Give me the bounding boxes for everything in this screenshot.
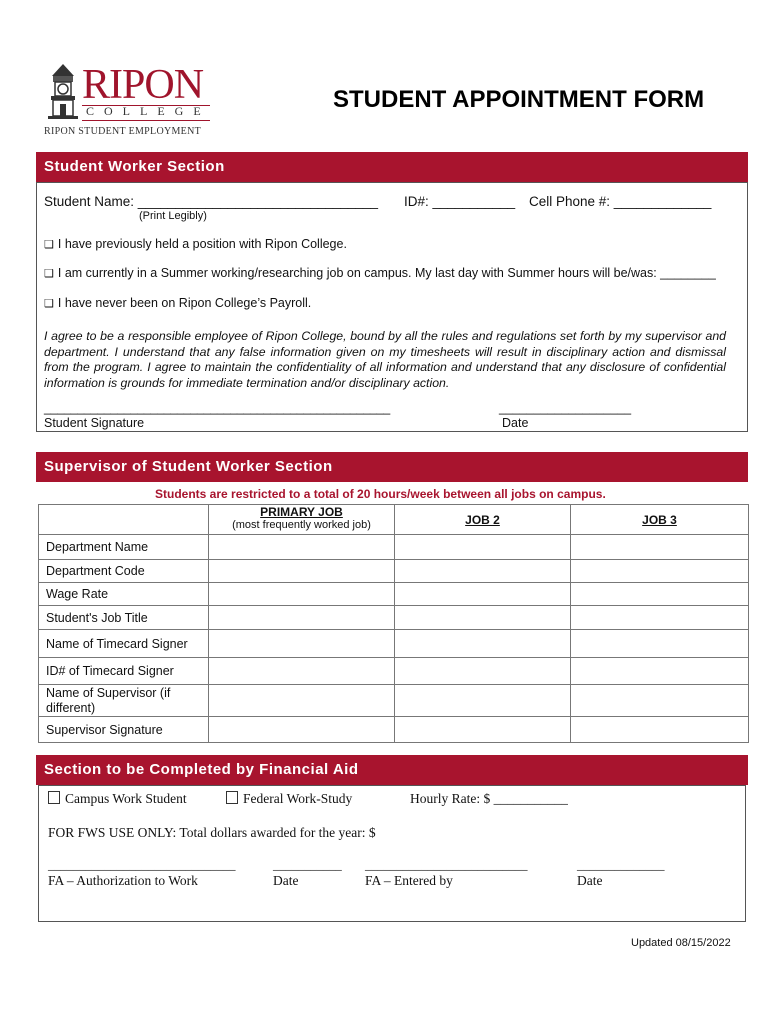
checkbox-icon[interactable]: ❑ xyxy=(44,298,54,310)
clock-tower-icon xyxy=(46,62,80,120)
logo-college: COLLEGE xyxy=(86,104,211,118)
row-label-supervisor-signature: Supervisor Signature xyxy=(39,717,209,743)
fa-entered-by-label: FA – Entered by xyxy=(365,873,453,888)
campus-work-label: Campus Work Student xyxy=(65,791,187,806)
print-legibly-note: (Print Legibly) xyxy=(139,210,207,222)
table-row xyxy=(39,606,749,630)
logo-word: RIPON xyxy=(82,62,204,108)
fa-entered-date-line[interactable]: ______________ xyxy=(577,858,665,872)
cell-primary[interactable] xyxy=(209,606,395,630)
row-label-wage-rate: Wage Rate xyxy=(39,583,209,606)
option-previously-held[interactable] xyxy=(44,237,347,251)
student-signature-line[interactable]: ____________________________________________________ xyxy=(44,401,390,415)
student-date-line[interactable]: ___________________ xyxy=(499,401,632,415)
checkbox-icon[interactable]: ❑ xyxy=(44,239,54,251)
cell-primary[interactable] xyxy=(209,685,395,717)
cell-phone-field[interactable]: Cell Phone #: _____________ xyxy=(529,194,712,209)
option-label: I have previously held a position with Ripon College. xyxy=(57,237,347,251)
cell-job2[interactable] xyxy=(395,630,571,658)
cell-primary[interactable] xyxy=(209,583,395,606)
table-header-blank xyxy=(39,505,209,535)
table-row xyxy=(39,535,749,560)
updated-date: Updated 08/15/2022 xyxy=(631,937,731,949)
cell-primary[interactable] xyxy=(209,630,395,658)
table-row xyxy=(39,658,749,685)
cell-job3[interactable] xyxy=(571,583,749,606)
student-signature-label: Student Signature xyxy=(44,416,145,430)
hourly-rate-field[interactable]: Hourly Rate: $ ___________ xyxy=(410,791,568,806)
table-row xyxy=(39,560,749,583)
table-header-row xyxy=(39,505,749,535)
cell-job3[interactable] xyxy=(571,685,749,717)
page-title: STUDENT APPOINTMENT FORM xyxy=(333,86,705,113)
col-job-3 xyxy=(571,505,749,535)
campus-work-option[interactable] xyxy=(48,791,187,807)
fa-entered-by-line[interactable]: __________________________ xyxy=(365,858,528,872)
cell-job2[interactable] xyxy=(395,560,571,583)
row-label-job-title: Student's Job Title xyxy=(39,606,209,630)
fa-authorization-label: FA – Authorization to Work xyxy=(48,873,198,888)
table-row xyxy=(39,630,749,658)
table-row xyxy=(39,685,749,717)
row-label-department-code: Department Code xyxy=(39,560,209,583)
cell-primary[interactable] xyxy=(209,535,395,560)
table-row xyxy=(39,583,749,606)
option-label: I am currently in a Summer working/researching job on campus. My last day with Summer hours will be/was: ________ xyxy=(57,266,716,280)
cell-job3[interactable] xyxy=(571,717,749,743)
student-date-label: Date xyxy=(502,416,529,430)
cell-primary[interactable] xyxy=(209,658,395,685)
checkbox-icon[interactable] xyxy=(226,791,238,804)
cell-job2[interactable] xyxy=(395,658,571,685)
agreement-text: I agree to be a responsible employee of Ripon College, bound by all the rules and regulations set forth by my supervisor and department. I understand that any false information given on my timesheets will result in disciplinary action and dismissal from the program. I agree to maintain the confidentiality of all information and understand that any disclosure of confidential information is grounds for immediate termination and/or disciplinary action. xyxy=(44,329,726,390)
checkbox-icon[interactable]: ❑ xyxy=(44,268,54,280)
row-label-timecard-signer: Name of Timecard Signer xyxy=(39,630,209,658)
cell-job3[interactable] xyxy=(571,560,749,583)
cell-job2[interactable] xyxy=(395,535,571,560)
cell-job3[interactable] xyxy=(571,658,749,685)
logo-rule-bottom xyxy=(82,120,210,121)
student-id-field[interactable]: ID#: ___________ xyxy=(404,194,516,209)
cell-job2[interactable] xyxy=(395,606,571,630)
fa-entered-date-label: Date xyxy=(577,873,603,888)
fa-auth-date-line[interactable]: ___________ xyxy=(273,858,342,872)
financial-aid-section-header: Section to be Completed by Financial Aid xyxy=(36,755,748,785)
fa-auth-date-label: Date xyxy=(273,873,299,888)
cell-job2[interactable] xyxy=(395,583,571,606)
col-job-2-label: JOB 2 xyxy=(465,513,500,527)
hours-restriction-note: Students are restricted to a total of 20 hours/week between all jobs on campus. xyxy=(155,487,606,501)
col-primary-job-sub: (most frequently worked job) xyxy=(232,519,371,531)
fa-authorization-line[interactable]: ______________________________ xyxy=(48,858,236,872)
cell-job3[interactable] xyxy=(571,630,749,658)
row-label-supervisor-name: Name of Supervisor (if different) xyxy=(39,685,209,717)
col-job-3-label: JOB 3 xyxy=(642,513,677,527)
supervisor-section-header: Supervisor of Student Worker Section xyxy=(36,452,748,482)
cell-job2[interactable] xyxy=(395,717,571,743)
page-subtitle: RIPON STUDENT EMPLOYMENT xyxy=(44,126,202,137)
col-primary-job-label: PRIMARY JOB xyxy=(260,505,343,519)
fws-option[interactable] xyxy=(226,791,352,807)
cell-primary[interactable] xyxy=(209,560,395,583)
col-primary-job xyxy=(209,505,395,535)
student-name-field[interactable]: Student Name: ________________________________ xyxy=(44,194,379,209)
option-label: I have never been on Ripon College’s Payroll. xyxy=(57,296,312,310)
table-row xyxy=(39,717,749,743)
fws-total-field[interactable]: FOR FWS USE ONLY: Total dollars awarded for the year: $ xyxy=(48,825,376,840)
job-details-table xyxy=(38,504,749,743)
checkbox-icon[interactable] xyxy=(48,791,60,804)
fws-label: Federal Work-Study xyxy=(243,791,353,806)
option-summer-job[interactable] xyxy=(44,266,716,280)
row-label-department-name: Department Name xyxy=(39,535,209,560)
row-label-timecard-signer-id: ID# of Timecard Signer xyxy=(39,658,209,685)
cell-job2[interactable] xyxy=(395,685,571,717)
option-never-payroll[interactable] xyxy=(44,296,311,310)
student-section-header: Student Worker Section xyxy=(36,152,748,182)
col-job-2 xyxy=(395,505,571,535)
cell-job3[interactable] xyxy=(571,606,749,630)
cell-primary[interactable] xyxy=(209,717,395,743)
cell-job3[interactable] xyxy=(571,535,749,560)
